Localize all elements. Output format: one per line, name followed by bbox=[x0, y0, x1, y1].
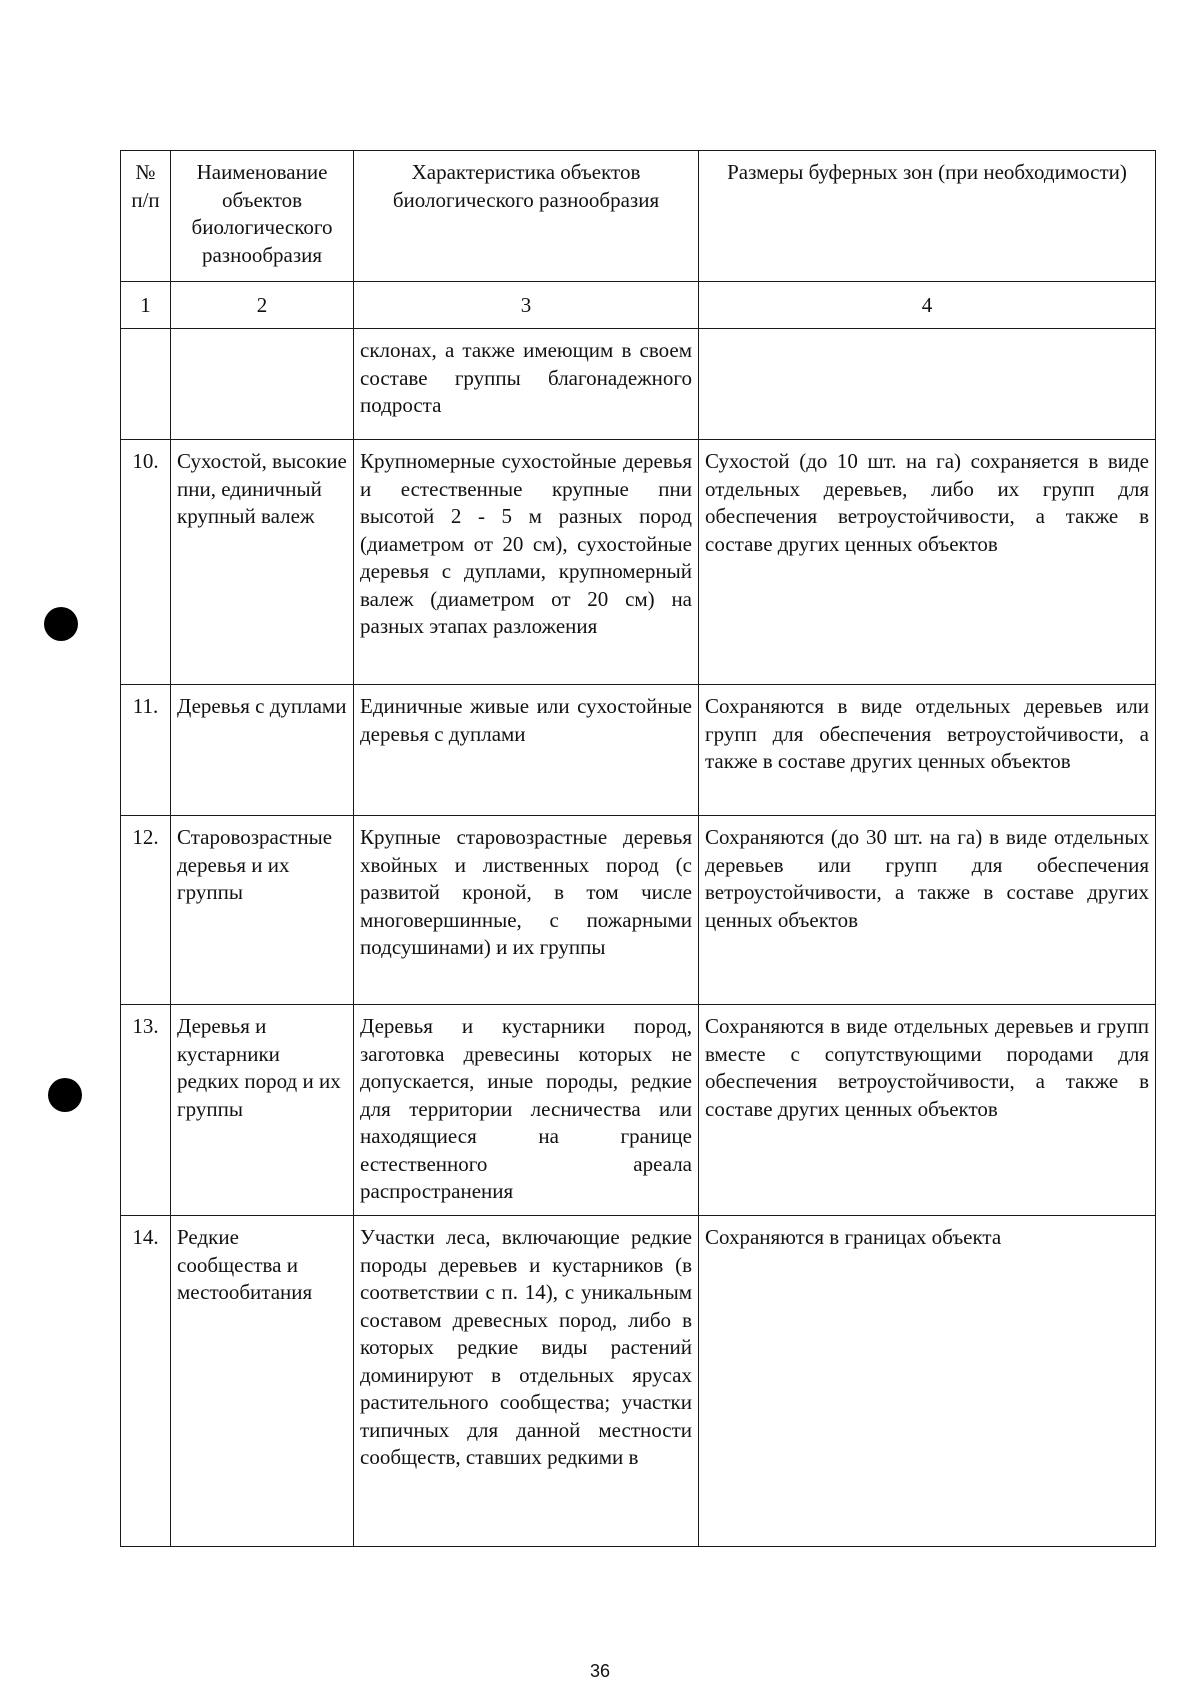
column-number: 2 bbox=[171, 282, 354, 329]
buffer-zone: Сохраняются в границах объекта bbox=[699, 1216, 1156, 1547]
row-number: 10. bbox=[121, 440, 171, 685]
row-number: 13. bbox=[121, 1005, 171, 1216]
object-name: Сухостой, высокие пни, единичный крупный валеж bbox=[171, 440, 354, 685]
punch-hole bbox=[44, 607, 78, 641]
buffer-zone bbox=[699, 329, 1156, 440]
column-number: 4 bbox=[699, 282, 1156, 329]
object-name: Старовозрастные деревья и их группы bbox=[171, 816, 354, 1005]
object-name: Редкие сообщества и местообитания bbox=[171, 1216, 354, 1547]
table-row bbox=[121, 329, 1156, 440]
page-number: 36 bbox=[589, 1661, 611, 1681]
object-name bbox=[171, 329, 354, 440]
object-characteristic: Крупные старовозрастные деревья хвойных и лиственных пород (с развитой кроной, в том числе многовершинные, с пожарными подсушинами) и их группы bbox=[354, 816, 699, 1005]
header-cell-characteristic: Характеристика объектов биологического разнообразия bbox=[354, 151, 699, 282]
object-characteristic: склонах, а также имеющим в своем составе группы благонадежного подроста bbox=[354, 329, 699, 440]
biodiversity-objects-table bbox=[120, 150, 1156, 1547]
object-name: Деревья с дуплами bbox=[171, 685, 354, 816]
header-cell-buffer: Размеры буферных зон (при необходимости) bbox=[699, 151, 1156, 282]
header-cell-name: Наименование объектов биологического разнообразия bbox=[171, 151, 354, 282]
object-characteristic: Участки леса, включающие редкие породы деревьев и кустарников (в соответствии с п. 14), с уникальным составом древесных пород, либо в которых редкие виды растений доминируют в отдельных ярусах растительного сообщества; участки типичных для данной местности сообществ, ставших редкими в bbox=[354, 1216, 699, 1547]
table-row bbox=[121, 440, 1156, 685]
column-number: 1 bbox=[121, 282, 171, 329]
table-row bbox=[121, 816, 1156, 1005]
buffer-zone: Сохраняются в виде отдельных деревьев и групп вместе с сопутствующими породами для обеспечения ветроустойчивости, а также в составе других ценных объектов bbox=[699, 1005, 1156, 1216]
object-characteristic: Деревья и кустарники пород, заготовка древесины которых не допускается, иные породы, редкие для территории лесничества или находящиеся на границе естественного ареала распространения bbox=[354, 1005, 699, 1216]
buffer-zone: Сохраняются в виде отдельных деревьев или групп для обеспечения ветроустойчивости, а также в составе других ценных объектов bbox=[699, 685, 1156, 816]
object-characteristic: Единичные живые или сухостойные деревья с дуплами bbox=[354, 685, 699, 816]
table-row bbox=[121, 685, 1156, 816]
row-number bbox=[121, 329, 171, 440]
buffer-zone: Сохраняются (до 30 шт. на га) в виде отдельных деревьев или групп для обеспечения ветроустойчивости, а также в составе других ценных объектов bbox=[699, 816, 1156, 1005]
punch-hole bbox=[48, 1078, 82, 1112]
table-row bbox=[121, 1216, 1156, 1547]
row-number: 14. bbox=[121, 1216, 171, 1547]
table-header-row bbox=[121, 151, 1156, 282]
row-number: 11. bbox=[121, 685, 171, 816]
object-characteristic: Крупномерные сухостойные деревья и естественные крупные пни высотой 2 - 5 м разных пород (диаметром от 20 см), сухостойные деревья с дуплами, крупномерный валеж (диаметром от 20 см) на разных этапах разложения bbox=[354, 440, 699, 685]
header-cell-number: № п/п bbox=[121, 151, 171, 282]
row-number: 12. bbox=[121, 816, 171, 1005]
table-row bbox=[121, 1005, 1156, 1216]
buffer-zone: Сухостой (до 10 шт. на га) сохраняется в виде отдельных деревьев, либо их групп для обеспечения ветроустойчивости, а также в составе других ценных объектов bbox=[699, 440, 1156, 685]
column-number: 3 bbox=[354, 282, 699, 329]
object-name: Деревья и кустарники редких пород и их группы bbox=[171, 1005, 354, 1216]
column-number-row bbox=[121, 282, 1156, 329]
